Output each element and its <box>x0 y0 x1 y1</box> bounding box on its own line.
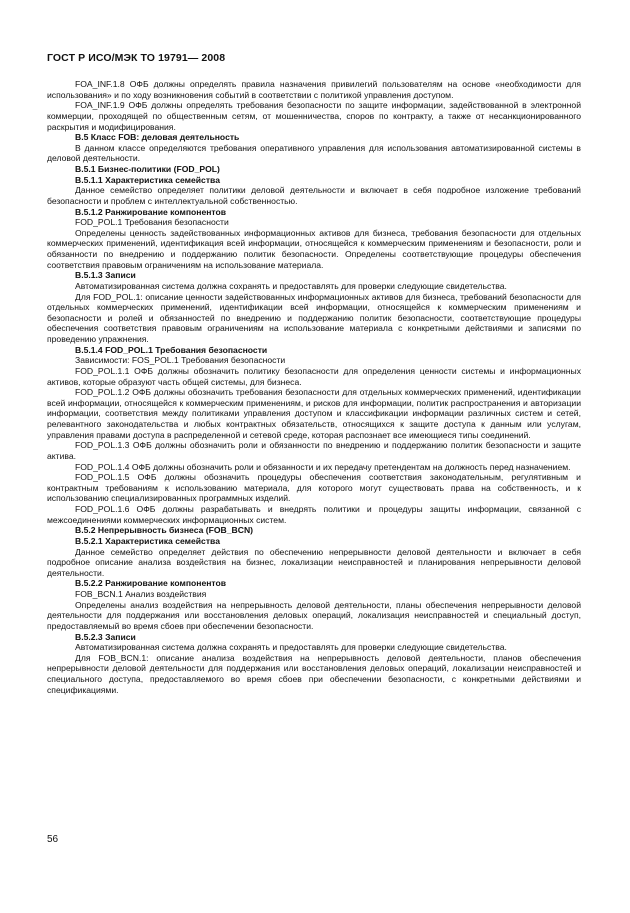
paragraph: FOD_POL.1.1 ОФБ должны обозначить политику безопасности для определения ценности системы и информационных активов, которые образуют часть общей системы, для бизнеса. <box>47 365 581 387</box>
section-heading: В.5.1.1 Характеристика семейства <box>75 174 220 185</box>
paragraph: FOD_POL.1.2 ОФБ должны обозначить требования безопасности для отдельных коммерческих применений, идентификации всей информации, относящейся к коммерческим применениям, и рисков для информации, политик распространения и авторизации информации, соответствия между политиками управления доступом и классификации информации различных систем и сетей, релевантного законодательства и любых контрактных обязательств, относящихся к защите доступа к данным или услугам, управления правами доступа в распределенной и сетевой среде, которая распознает все имеющиеся типы соединений. <box>47 387 581 440</box>
section-heading: В.5.2 Непрерывность бизнеса (FOB_BCN) <box>75 525 254 536</box>
paragraph: Определены ценность задействованных информационных активов для бизнеса, требования безопасности для отдельных коммерческих применений, идентификация всей информации, относящейся к коммерческим применениям и безопасности, роли и обязанности по внедрению и поддержанию политик безопасности. Определены соответствующие процедуры обеспечения соответствия правовым ограничениям на использование материала. <box>47 227 581 270</box>
section-heading: В.5.2.1 Характеристика семейства <box>75 535 220 546</box>
document-body <box>47 79 581 695</box>
paragraph: Для FOB_BCN.1: описание анализа воздействия на непрерывность деловой деятельности, планов обеспечения непрерывности деловой деятельности для поддержания или восстановления деловых операций, локализации неисправностей и специального доступа, предоставляемого во время сбоев при обеспечении безопасности, с конкретными действиями и спецификациями. <box>47 652 581 695</box>
section-heading: В.5.1.4 FOD_POL.1 Требования безопасности <box>75 344 268 355</box>
section-heading: В.5.2.2 Ранжирование компонентов <box>75 578 227 589</box>
paragraph: FOD_POL.1.3 ОФБ должны обозначить роли и обязанности по внедрению и поддержанию политик безопасности и защите актива. <box>47 440 581 461</box>
paragraph: FOD_POL.1.4 ОФБ должны обозначить роли и обязанности и их передачу претендентам на должность перед назначением. <box>75 461 571 472</box>
paragraph: Определены анализ воздействия на непрерывность деловой деятельности, планы обеспечения непрерывности деловой деятельности для поддержания или восстановления деловых операций, локализация неисправностей и специальный доступ, предоставляемый во время сбоев при обеспечении безопасности. <box>47 599 581 631</box>
paragraph: FOD_POL.1 Требования безопасности <box>75 217 229 228</box>
section-heading: В.5.1.3 Записи <box>75 270 136 281</box>
page-number: 56 <box>47 834 59 845</box>
paragraph: FOD_POL.1.5 ОФБ должны обозначить процедуры обеспечения соответствия законодательным, регулятивным и контрактным требованиям к использованию материала, для которого могут существовать права на собственность, и к использованию специализированных программных изделий. <box>47 472 581 504</box>
paragraph: FOA_INF.1.8 ОФБ должны определять правила назначения привилегий пользователям на основе «необходимости для использования» и по ходу возникновения событий в соответствии с политикой управления доступом. <box>47 79 581 100</box>
section-heading: В.5 Класс FOB: деловая деятельность <box>75 132 240 143</box>
paragraph: Автоматизированная система должна сохранять и предоставлять для проверки следующие свидетельства. <box>75 642 507 653</box>
document-header: ГОСТ Р ИСО/МЭК ТО 19791— 2008 <box>47 52 226 64</box>
paragraph: Данное семейство определяет действия по обеспечению непрерывности деловой деятельности и включает в себя подробное описание анализа воздействия на бизнес, локализации неисправностей и планирования непрерывности деловой деятельности. <box>47 546 581 578</box>
paragraph: В данном классе определяются требования оперативного управления для использования автоматизированной системы в деловой деятельности. <box>47 142 581 164</box>
paragraph: FOB_BCN.1 Анализ воздействия <box>75 589 207 599</box>
section-heading: В.5.2.3 Записи <box>75 631 136 642</box>
paragraph: Автоматизированная система должна сохранять и предоставлять для проверки следующие свидетельства. <box>75 280 507 291</box>
paragraph: Для FOD_POL.1: описание ценности задействованных информационных активов для бизнеса, требований безопасности для отдельных коммерческих применений, идентификации всей информации, относящейся к коммерческим применениям и безопасности и ролей и обязанностей по внедрению и поддержанию политик безопасности, соответствующие процедуры обеспечения соответствия правовым ограничениям на использование материала с конкретными действиями и записями по проведению упражнения. <box>47 291 581 344</box>
paragraph: FOD_POL.1.6 ОФБ должны разрабатывать и внедрять политики и процедуры защиты информации, связанной с межсоединениями коммерческих информационных систем. <box>47 504 581 525</box>
paragraph: Зависимости: FOS_POL.1 Требования безопасности <box>75 355 286 366</box>
section-heading: В.5.1 Бизнес-политики (FOD_POL) <box>75 164 220 174</box>
paragraph: FOA_INF.1.9 ОФБ должны определять требования безопасности по защите информации, задействованной в электронной коммерции, проходящей по общественным сетям, от мошенничества, споров по контракту, а также от несанкционированного раскрытия и модифицирования. <box>47 100 581 132</box>
paragraph: Данное семейство определяет политики деловой деятельности и включает в себя подробное изложение требований безопасности и проблем с интеллектуальной собственностью. <box>47 185 581 206</box>
section-heading: В.5.1.2 Ранжирование компонентов <box>75 206 227 217</box>
